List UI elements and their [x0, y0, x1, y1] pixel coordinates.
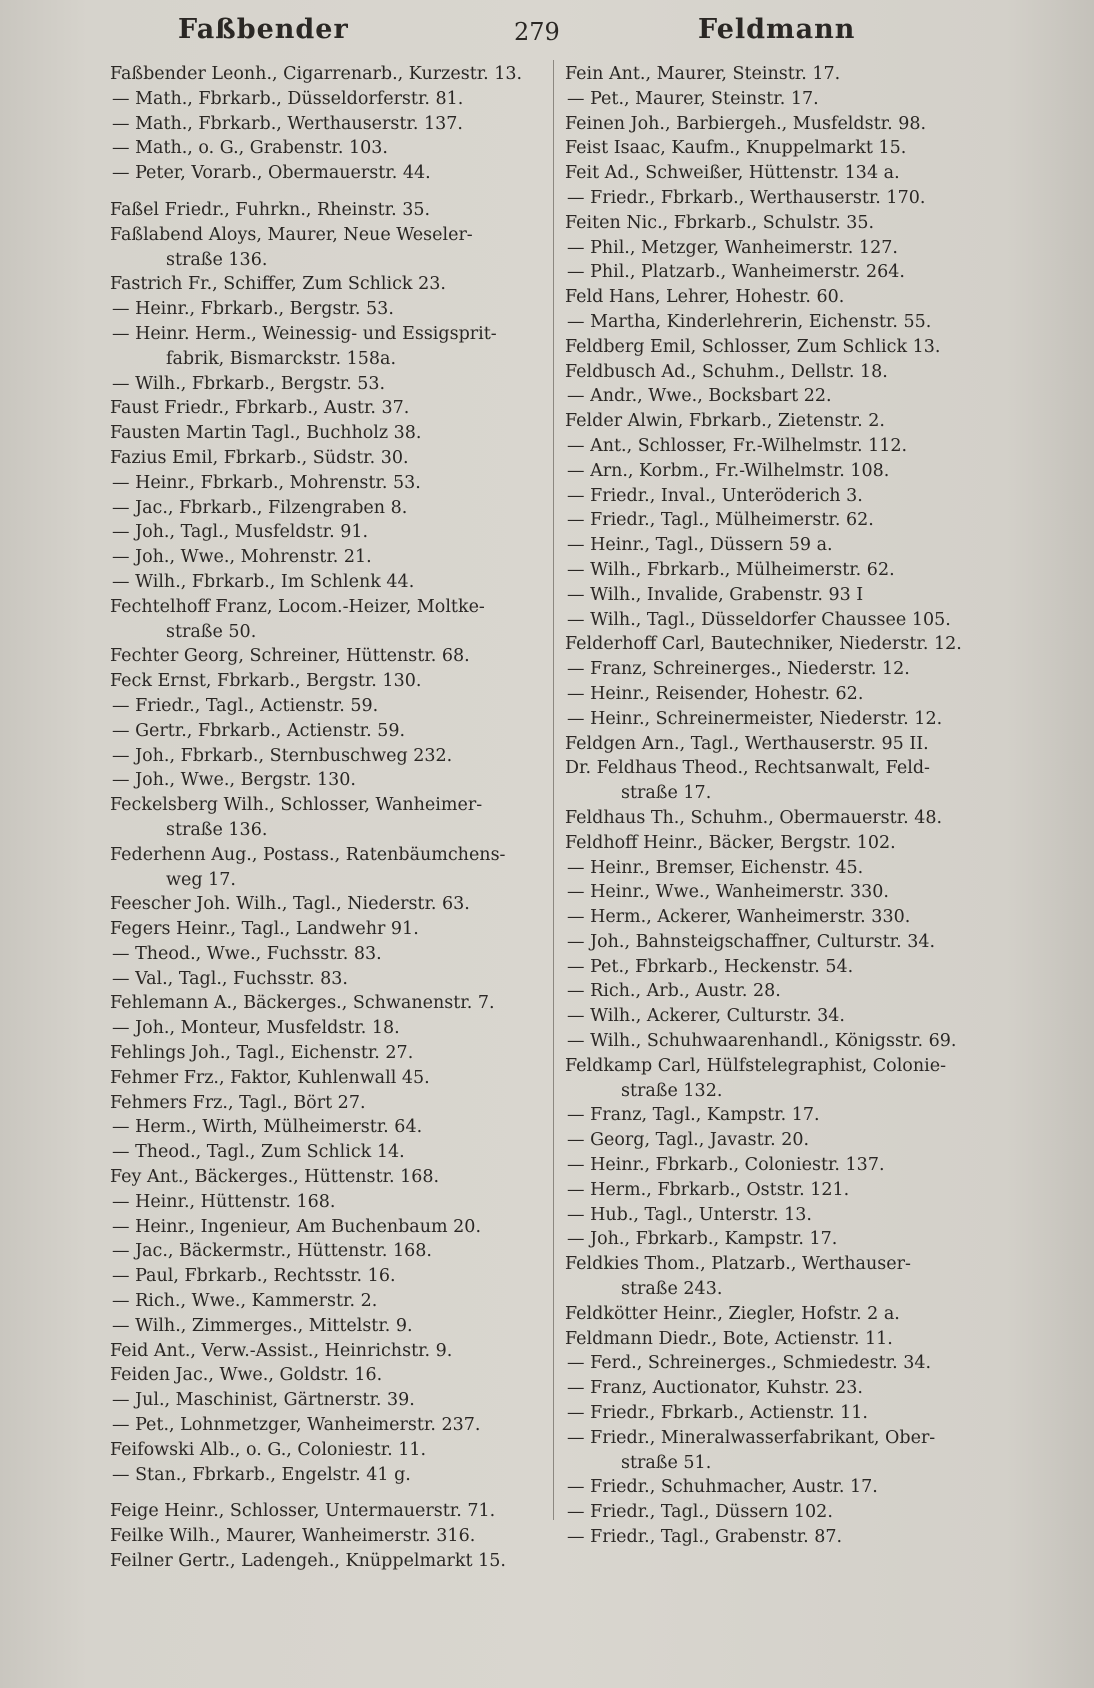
directory-entry: Fastrich Fr., Schiffer, Zum Schlick 23. [110, 274, 446, 295]
directory-entry: Feinen Joh., Barbiergeh., Musfeldstr. 98. [565, 113, 927, 134]
directory-entry: — Wilh., Fbrkarb., Mülheimerstr. 62. [567, 559, 895, 580]
directory-entry: straße 132. [621, 1080, 723, 1101]
directory-entry: Feldhaus Th., Schuhm., Obermauerstr. 48. [565, 807, 943, 828]
directory-entry: — Wilh., Invalide, Grabenstr. 93 I [567, 584, 864, 605]
header-right-keyword: Feldmann [698, 14, 856, 45]
directory-entry: — Rich., Wwe., Kammerstr. 2. [112, 1291, 378, 1312]
directory-entry: — Arn., Korbm., Fr.-Wilhelmstr. 108. [567, 460, 890, 481]
directory-entry: — Ant., Schlosser, Fr.-Wilhelmstr. 112. [567, 435, 908, 456]
directory-entry: — Math., Fbrkarb., Werthauserstr. 137. [112, 113, 463, 134]
directory-entry: Feilke Wilh., Maurer, Wanheimerstr. 316. [110, 1526, 476, 1547]
directory-entry: — Heinr., Wwe., Wanheimerstr. 330. [567, 882, 889, 903]
directory-entry: — Jac., Bäckermstr., Hüttenstr. 168. [112, 1241, 432, 1262]
directory-entry: straße 243. [621, 1279, 723, 1300]
directory-entry: — Joh., Wwe., Mohrenstr. 21. [112, 547, 372, 568]
left-column [110, 62, 550, 1574]
directory-entry: Feist Isaac, Kaufm., Knuppelmarkt 15. [565, 138, 907, 159]
right-column [565, 62, 1043, 1550]
directory-entry: — Pet., Fbrkarb., Heckenstr. 54. [567, 956, 854, 977]
page-number: 279 [514, 18, 560, 46]
directory-entry: Felderhoff Carl, Bautechniker, Niederstr. 12. [565, 634, 962, 655]
directory-entry: — Heinr., Tagl., Düssern 59 a. [567, 535, 833, 556]
header-left-keyword: Faßbender [178, 14, 349, 45]
directory-entry: Feilner Gertr., Ladengeh., Knüppelmarkt 15. [110, 1551, 506, 1572]
directory-entry: straße 136. [166, 249, 268, 270]
directory-entry: Faßbender Leonh., Cigarrenarb., Kurzestr. 13. [110, 64, 523, 84]
directory-entry: Dr. Feldhaus Theod., Rechtsanwalt, Feld- [565, 758, 930, 779]
directory-entry: — Friedr., Fbrkarb., Werthauserstr. 170. [567, 187, 926, 208]
directory-entry: Fegers Heinr., Tagl., Landwehr 91. [110, 919, 419, 940]
directory-entry: — Franz, Auctionator, Kuhstr. 23. [567, 1378, 863, 1399]
directory-entry: — Heinr., Fbrkarb., Bergstr. 53. [112, 299, 394, 320]
directory-entry: Faßel Friedr., Fuhrkn., Rheinstr. 35. [110, 199, 431, 220]
directory-entry: Feescher Joh. Wilh., Tagl., Niederstr. 63. [110, 894, 470, 915]
directory-entry: — Heinr. Herm., Weinessig- und Essigsprit- [112, 323, 497, 344]
directory-entry: Feld Hans, Lehrer, Hohestr. 60. [565, 287, 845, 308]
directory-entry: — Peter, Vorarb., Obermauerstr. 44. [112, 163, 431, 184]
directory-entry: — Friedr., Tagl., Actienstr. 59. [112, 695, 379, 716]
directory-entry: — Pet., Lohnmetzger, Wanheimerstr. 237. [112, 1415, 481, 1436]
directory-entry: — Friedr., Inval., Unteröderich 3. [567, 485, 863, 506]
directory-entry: — Ferd., Schreinerges., Schmiedestr. 34. [567, 1353, 932, 1374]
directory-entry: fabrik, Bismarckstr. 158a. [166, 348, 397, 369]
directory-entry: — Georg, Tagl., Javastr. 20. [567, 1130, 810, 1151]
directory-entry: Feldberg Emil, Schlosser, Zum Schlick 13. [565, 336, 941, 357]
directory-entry: — Heinr., Hüttenstr. 168. [112, 1191, 336, 1212]
directory-entry: — Heinr., Ingenieur, Am Buchenbaum 20. [112, 1216, 482, 1237]
directory-entry: straße 51. [621, 1452, 712, 1473]
directory-entry: — Stan., Fbrkarb., Engelstr. 41 g. [112, 1464, 411, 1485]
directory-entry: Feldmann Diedr., Bote, Actienstr. 11. [565, 1328, 893, 1349]
directory-entry: — Heinr., Schreinermeister, Niederstr. 12. [567, 708, 943, 729]
directory-entry: — Franz, Schreinerges., Niederstr. 12. [567, 659, 910, 680]
directory-entry: Feldkötter Heinr., Ziegler, Hofstr. 2 a. [565, 1303, 900, 1324]
directory-entry: — Martha, Kinderlehrerin, Eichenstr. 55. [567, 311, 932, 332]
directory-entry: Fehmers Frz., Tagl., Bört 27. [110, 1092, 366, 1113]
directory-entry: straße 50. [166, 621, 257, 642]
entry-gap [110, 1487, 550, 1499]
directory-entry: Fechtelhoff Franz, Locom.-Heizer, Moltke- [110, 596, 485, 617]
directory-entry: Fechter Georg, Schreiner, Hüttenstr. 68. [110, 646, 470, 667]
directory-entry: Faßlabend Aloys, Maurer, Neue Weseler- [110, 224, 473, 245]
directory-entry: Feiten Nic., Fbrkarb., Schulstr. 35. [565, 212, 875, 233]
directory-entry: — Friedr., Tagl., Düssern 102. [567, 1502, 833, 1523]
directory-entry: — Theod., Tagl., Zum Schlick 14. [112, 1142, 405, 1163]
directory-entry: Federhenn Aug., Postass., Ratenbäumchens- [110, 844, 506, 865]
directory-entry: — Wilh., Schuhwaarenhandl., Königsstr. 69. [567, 1031, 957, 1052]
directory-entry: Fein Ant., Maurer, Steinstr. 17. [565, 64, 841, 84]
directory-entry: — Wilh., Zimmerges., Mittelstr. 9. [112, 1315, 413, 1336]
directory-entry: — Math., Fbrkarb., Düsseldorferstr. 81. [112, 88, 464, 109]
directory-entry: — Rich., Arb., Austr. 28. [567, 981, 781, 1002]
directory-entry: Feid Ant., Verw.-Assist., Heinrichstr. 9. [110, 1340, 453, 1361]
directory-entry: Fehlings Joh., Tagl., Eichenstr. 27. [110, 1043, 414, 1064]
directory-entry: Feiden Jac., Wwe., Goldstr. 16. [110, 1365, 383, 1386]
directory-entry: — Val., Tagl., Fuchsstr. 83. [112, 968, 348, 989]
directory-entry: Fehlemann A., Bäckerges., Schwanenstr. 7. [110, 993, 495, 1014]
page-header [0, 14, 1094, 54]
directory-entry: weg 17. [166, 869, 236, 890]
directory-entry: — Friedr., Fbrkarb., Actienstr. 11. [567, 1403, 868, 1424]
directory-entry: — Hub., Tagl., Unterstr. 13. [567, 1204, 812, 1225]
directory-entry: — Franz, Tagl., Kampstr. 17. [567, 1105, 820, 1126]
directory-entry: straße 136. [166, 819, 268, 840]
directory-entry: straße 17. [621, 783, 712, 804]
directory-entry: — Joh., Fbrkarb., Sternbuschweg 232. [112, 745, 453, 766]
directory-entry: — Joh., Wwe., Bergstr. 130. [112, 770, 356, 791]
directory-entry: — Heinr., Reisender, Hohestr. 62. [567, 683, 864, 704]
directory-entry: — Heinr., Fbrkarb., Mohrenstr. 53. [112, 472, 421, 493]
directory-entry: — Heinr., Fbrkarb., Coloniestr. 137. [567, 1155, 885, 1176]
directory-entry: — Herm., Fbrkarb., Oststr. 121. [567, 1179, 850, 1200]
directory-entry: — Friedr., Schuhmacher, Austr. 17. [567, 1477, 878, 1498]
directory-entry: — Phil., Metzger, Wanheimerstr. 127. [567, 237, 898, 258]
directory-entry: — Wilh., Ackerer, Culturstr. 34. [567, 1006, 845, 1027]
directory-entry: — Wilh., Fbrkarb., Bergstr. 53. [112, 373, 386, 394]
directory-entry: — Joh., Monteur, Musfeldstr. 18. [112, 1018, 400, 1039]
directory-entry: — Joh., Bahnsteigschaffner, Culturstr. 34. [567, 931, 936, 952]
directory-entry: — Jul., Maschinist, Gärtnerstr. 39. [112, 1390, 415, 1411]
directory-entry: — Wilh., Tagl., Düsseldorfer Chaussee 105. [567, 609, 951, 630]
directory-entry: Feldgen Arn., Tagl., Werthauserstr. 95 II. [565, 733, 929, 754]
directory-entry: — Joh., Tagl., Musfeldstr. 91. [112, 522, 369, 543]
column-divider [553, 60, 554, 1520]
directory-entry: — Friedr., Mineralwasserfabrikant, Ober- [567, 1427, 936, 1448]
directory-entry: Feldbusch Ad., Schuhm., Dellstr. 18. [565, 361, 888, 382]
directory-entry: — Gertr., Fbrkarb., Actienstr. 59. [112, 720, 406, 741]
directory-entry: — Heinr., Bremser, Eichenstr. 45. [567, 857, 864, 878]
directory-entry: — Herm., Wirth, Mülheimerstr. 64. [112, 1117, 423, 1138]
directory-entry: — Andr., Wwe., Bocksbart 22. [567, 386, 832, 407]
directory-entry: Fey Ant., Bäckerges., Hüttenstr. 168. [110, 1167, 440, 1188]
directory-entry: Feldkamp Carl, Hülfstelegraphist, Colonie- [565, 1055, 946, 1076]
directory-entry: — Joh., Fbrkarb., Kampstr. 17. [567, 1229, 838, 1250]
directory-entry: — Theod., Wwe., Fuchsstr. 83. [112, 943, 382, 964]
directory-entry: — Pet., Maurer, Steinstr. 17. [567, 88, 819, 109]
directory-entry: Feck Ernst, Fbrkarb., Bergstr. 130. [110, 671, 422, 692]
directory-entry: — Jac., Fbrkarb., Filzengraben 8. [112, 497, 408, 518]
directory-entry: Feit Ad., Schweißer, Hüttenstr. 134 a. [565, 163, 900, 184]
directory-entry: — Friedr., Tagl., Grabenstr. 87. [567, 1527, 843, 1548]
directory-entry: Felder Alwin, Fbrkarb., Zietenstr. 2. [565, 411, 885, 432]
directory-entry: Feckelsberg Wilh., Schlosser, Wanheimer- [110, 795, 483, 816]
directory-entry: Feldhoff Heinr., Bäcker, Bergstr. 102. [565, 832, 896, 853]
directory-entry: — Wilh., Fbrkarb., Im Schlenk 44. [112, 571, 415, 592]
directory-entry: Feige Heinr., Schlosser, Untermauerstr. 71. [110, 1501, 496, 1522]
directory-entry: Feldkies Thom., Platzarb., Werthauser- [565, 1254, 911, 1275]
directory-entry: Fehmer Frz., Faktor, Kuhlenwall 45. [110, 1067, 430, 1088]
directory-entry: Feifowski Alb., o. G., Coloniestr. 11. [110, 1439, 427, 1460]
directory-entry: — Herm., Ackerer, Wanheimerstr. 330. [567, 907, 911, 928]
directory-entry: — Paul, Fbrkarb., Rechtsstr. 16. [112, 1266, 396, 1287]
directory-entry: Faust Friedr., Fbrkarb., Austr. 37. [110, 398, 410, 419]
directory-entry: — Phil., Platzarb., Wanheimerstr. 264. [567, 262, 905, 283]
directory-entry: Fausten Martin Tagl., Buchholz 38. [110, 423, 422, 444]
directory-entry: — Math., o. G., Grabenstr. 103. [112, 138, 388, 159]
directory-entry: — Friedr., Tagl., Mülheimerstr. 62. [567, 510, 874, 531]
directory-entry: Fazius Emil, Fbrkarb., Südstr. 30. [110, 447, 409, 468]
entry-gap [110, 186, 550, 198]
